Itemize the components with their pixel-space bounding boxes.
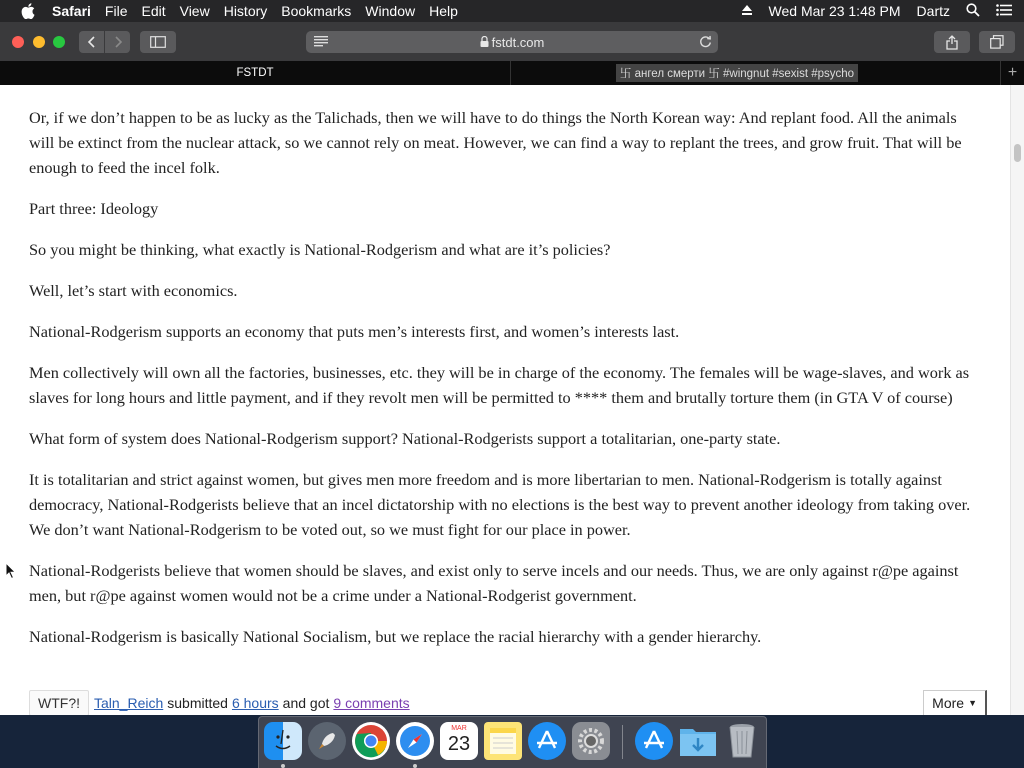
app-name-menu[interactable]: Safari	[52, 3, 91, 19]
lock-icon	[480, 35, 489, 50]
gear-icon	[576, 726, 606, 756]
menu-bar-clock[interactable]: Wed Mar 23 1:48 PM	[768, 3, 901, 19]
notification-center-icon[interactable]	[996, 3, 1012, 19]
dock	[258, 716, 767, 768]
notes-dock-icon[interactable]	[484, 722, 522, 760]
safari-dock-icon[interactable]	[396, 722, 434, 760]
notes-icon	[488, 726, 518, 756]
share-button[interactable]	[934, 31, 970, 53]
sidebar-icon	[150, 36, 166, 48]
new-tab-button[interactable]	[1000, 61, 1024, 85]
article-paragraph: It is totalitarian and strict against women, but gives men more freedom and is more libertarian to men. National-Rodgerism is totally against democracy, National-Rodgerists believe that an incel dictatorship with no elections is the best way to prevent another ideology from taking over. We don’t want National-Rodgerism to be voted out, so we must fight for our place in power.	[29, 470, 971, 539]
caret-down-icon: ▼	[968, 698, 977, 708]
menu-window[interactable]: Window	[365, 3, 416, 19]
article-paragraph: What form of system does National-Rodgerism support? National-Rodgerists support a totalitarian, one-party state.	[29, 429, 781, 448]
address-bar[interactable]	[306, 31, 718, 53]
rocket-icon	[315, 729, 339, 753]
menu-edit[interactable]: Edit	[141, 3, 166, 19]
running-indicator	[281, 764, 285, 768]
tab-label: FSTDT	[236, 67, 274, 79]
article-paragraph: So you might be thinking, what exactly is National-Rodgerism and what are it’s policies?	[29, 240, 611, 259]
trash-dock-icon[interactable]	[723, 722, 761, 760]
forward-button[interactable]	[105, 31, 130, 53]
app-store-icon	[641, 728, 667, 754]
mouse-cursor-icon	[5, 562, 17, 580]
chevron-left-icon	[87, 36, 97, 48]
launchpad-dock-icon[interactable]	[308, 722, 346, 760]
tab-overview-button[interactable]	[979, 31, 1015, 53]
back-button[interactable]	[79, 31, 104, 53]
app-store-installer-dock-icon[interactable]	[635, 722, 673, 760]
article-paragraph: Part three: Ideology	[29, 199, 159, 218]
browser-toolbar	[0, 22, 1024, 61]
submitted-text: submitted	[167, 695, 228, 711]
menu-history[interactable]: History	[223, 3, 268, 19]
author-link[interactable]: Taln_Reich	[94, 695, 164, 711]
zoom-window-button[interactable]	[53, 36, 65, 48]
close-window-button[interactable]	[12, 36, 24, 48]
article-paragraph: National-Rodgerism supports an economy that puts men’s interests first, and women’s interests last.	[29, 322, 680, 341]
dock-separator	[622, 725, 623, 759]
comments-link[interactable]: 9 comments	[333, 695, 410, 711]
system-preferences-dock-icon[interactable]	[572, 722, 610, 760]
wtf-vote-button[interactable]: WTF?!	[29, 690, 89, 715]
menu-bookmarks[interactable]: Bookmarks	[281, 3, 352, 19]
timestamp-link[interactable]: 6 hours	[231, 695, 279, 711]
article-paragraph: National-Rodgerists believe that women should be slaves, and exist only to serve incels and our needs. Thus, we are only against r@pe against men, but r@pe against women would not be a crime under a National-Rodgerist government.	[29, 561, 959, 605]
spotlight-search-icon[interactable]	[966, 3, 980, 20]
share-icon	[946, 35, 958, 50]
sidebar-toggle-button[interactable]	[140, 31, 176, 53]
chrome-dock-icon[interactable]	[352, 722, 390, 760]
tab-second[interactable]	[512, 61, 962, 85]
reader-view-icon[interactable]	[314, 35, 328, 50]
url-text: fstdt.com	[491, 34, 545, 50]
download-folder-icon	[679, 725, 717, 757]
article-body	[29, 105, 979, 665]
menu-view[interactable]: View	[179, 3, 210, 19]
compass-icon	[398, 724, 432, 758]
scrollbar-thumb[interactable]	[1014, 144, 1021, 162]
finder-face-icon	[268, 726, 298, 756]
minimize-window-button[interactable]	[33, 36, 45, 48]
chrome-icon	[354, 724, 388, 758]
tab-bar	[0, 61, 1024, 85]
eject-icon[interactable]	[741, 3, 753, 19]
app-store-dock-icon[interactable]	[528, 722, 566, 760]
apple-menu-icon[interactable]	[20, 3, 36, 19]
menu-help[interactable]: Help	[429, 3, 458, 19]
reload-icon[interactable]	[699, 35, 712, 51]
and-got-text: and got	[282, 695, 330, 711]
calendar-dock-icon[interactable]	[440, 722, 478, 760]
trash-icon	[728, 723, 756, 759]
running-indicator	[413, 764, 417, 768]
article-paragraph: Men collectively will own all the factories, businesses, etc. they will be in charge of the economy. The females will be wage-slaves, and work as slaves for long hours and little payment, and if they revolt men will be permitted to **** them and brutally torture them (in GTA V of course)	[29, 363, 970, 407]
menu-bar-status-area	[741, 0, 1024, 22]
vertical-scrollbar[interactable]	[1010, 85, 1024, 715]
tab-label: 卐 ангел смерти 卐 #wingnut #sexist #psycho	[616, 64, 858, 82]
chevron-right-icon	[113, 36, 123, 48]
article-paragraph: Well, let’s start with economics.	[29, 281, 238, 300]
web-content	[0, 85, 1024, 715]
menu-file[interactable]: File	[104, 3, 128, 19]
calendar-month: MAR	[451, 725, 467, 732]
menu-bar-user[interactable]: Dartz	[916, 3, 950, 19]
tabs-icon	[990, 35, 1004, 49]
calendar-day: 23	[447, 733, 471, 755]
article-paragraph: National-Rodgerism is basically National Socialism, but we replace the racial hierarchy with a gender hierarchy.	[29, 627, 762, 646]
post-footer	[29, 690, 987, 715]
plus-icon: +	[1007, 64, 1018, 81]
menu-bar	[0, 0, 1024, 22]
downloads-folder-dock-icon[interactable]	[679, 722, 717, 760]
more-button-label: More	[932, 695, 965, 711]
tab-fstdt[interactable]	[0, 61, 511, 85]
article-paragraph: Or, if we don’t happen to be as lucky as the Talichads, then we will have to do things the North Korean way: And replant food. All the animals will be extinct from the nuclear attack, so we cannot rely on meat. However, we can find a way to replant the trees, and grow fruit. That will be enough to feed the incel folk.	[29, 108, 962, 177]
more-button[interactable]	[923, 690, 987, 715]
app-store-icon	[534, 728, 560, 754]
finder-dock-icon[interactable]	[264, 722, 302, 760]
